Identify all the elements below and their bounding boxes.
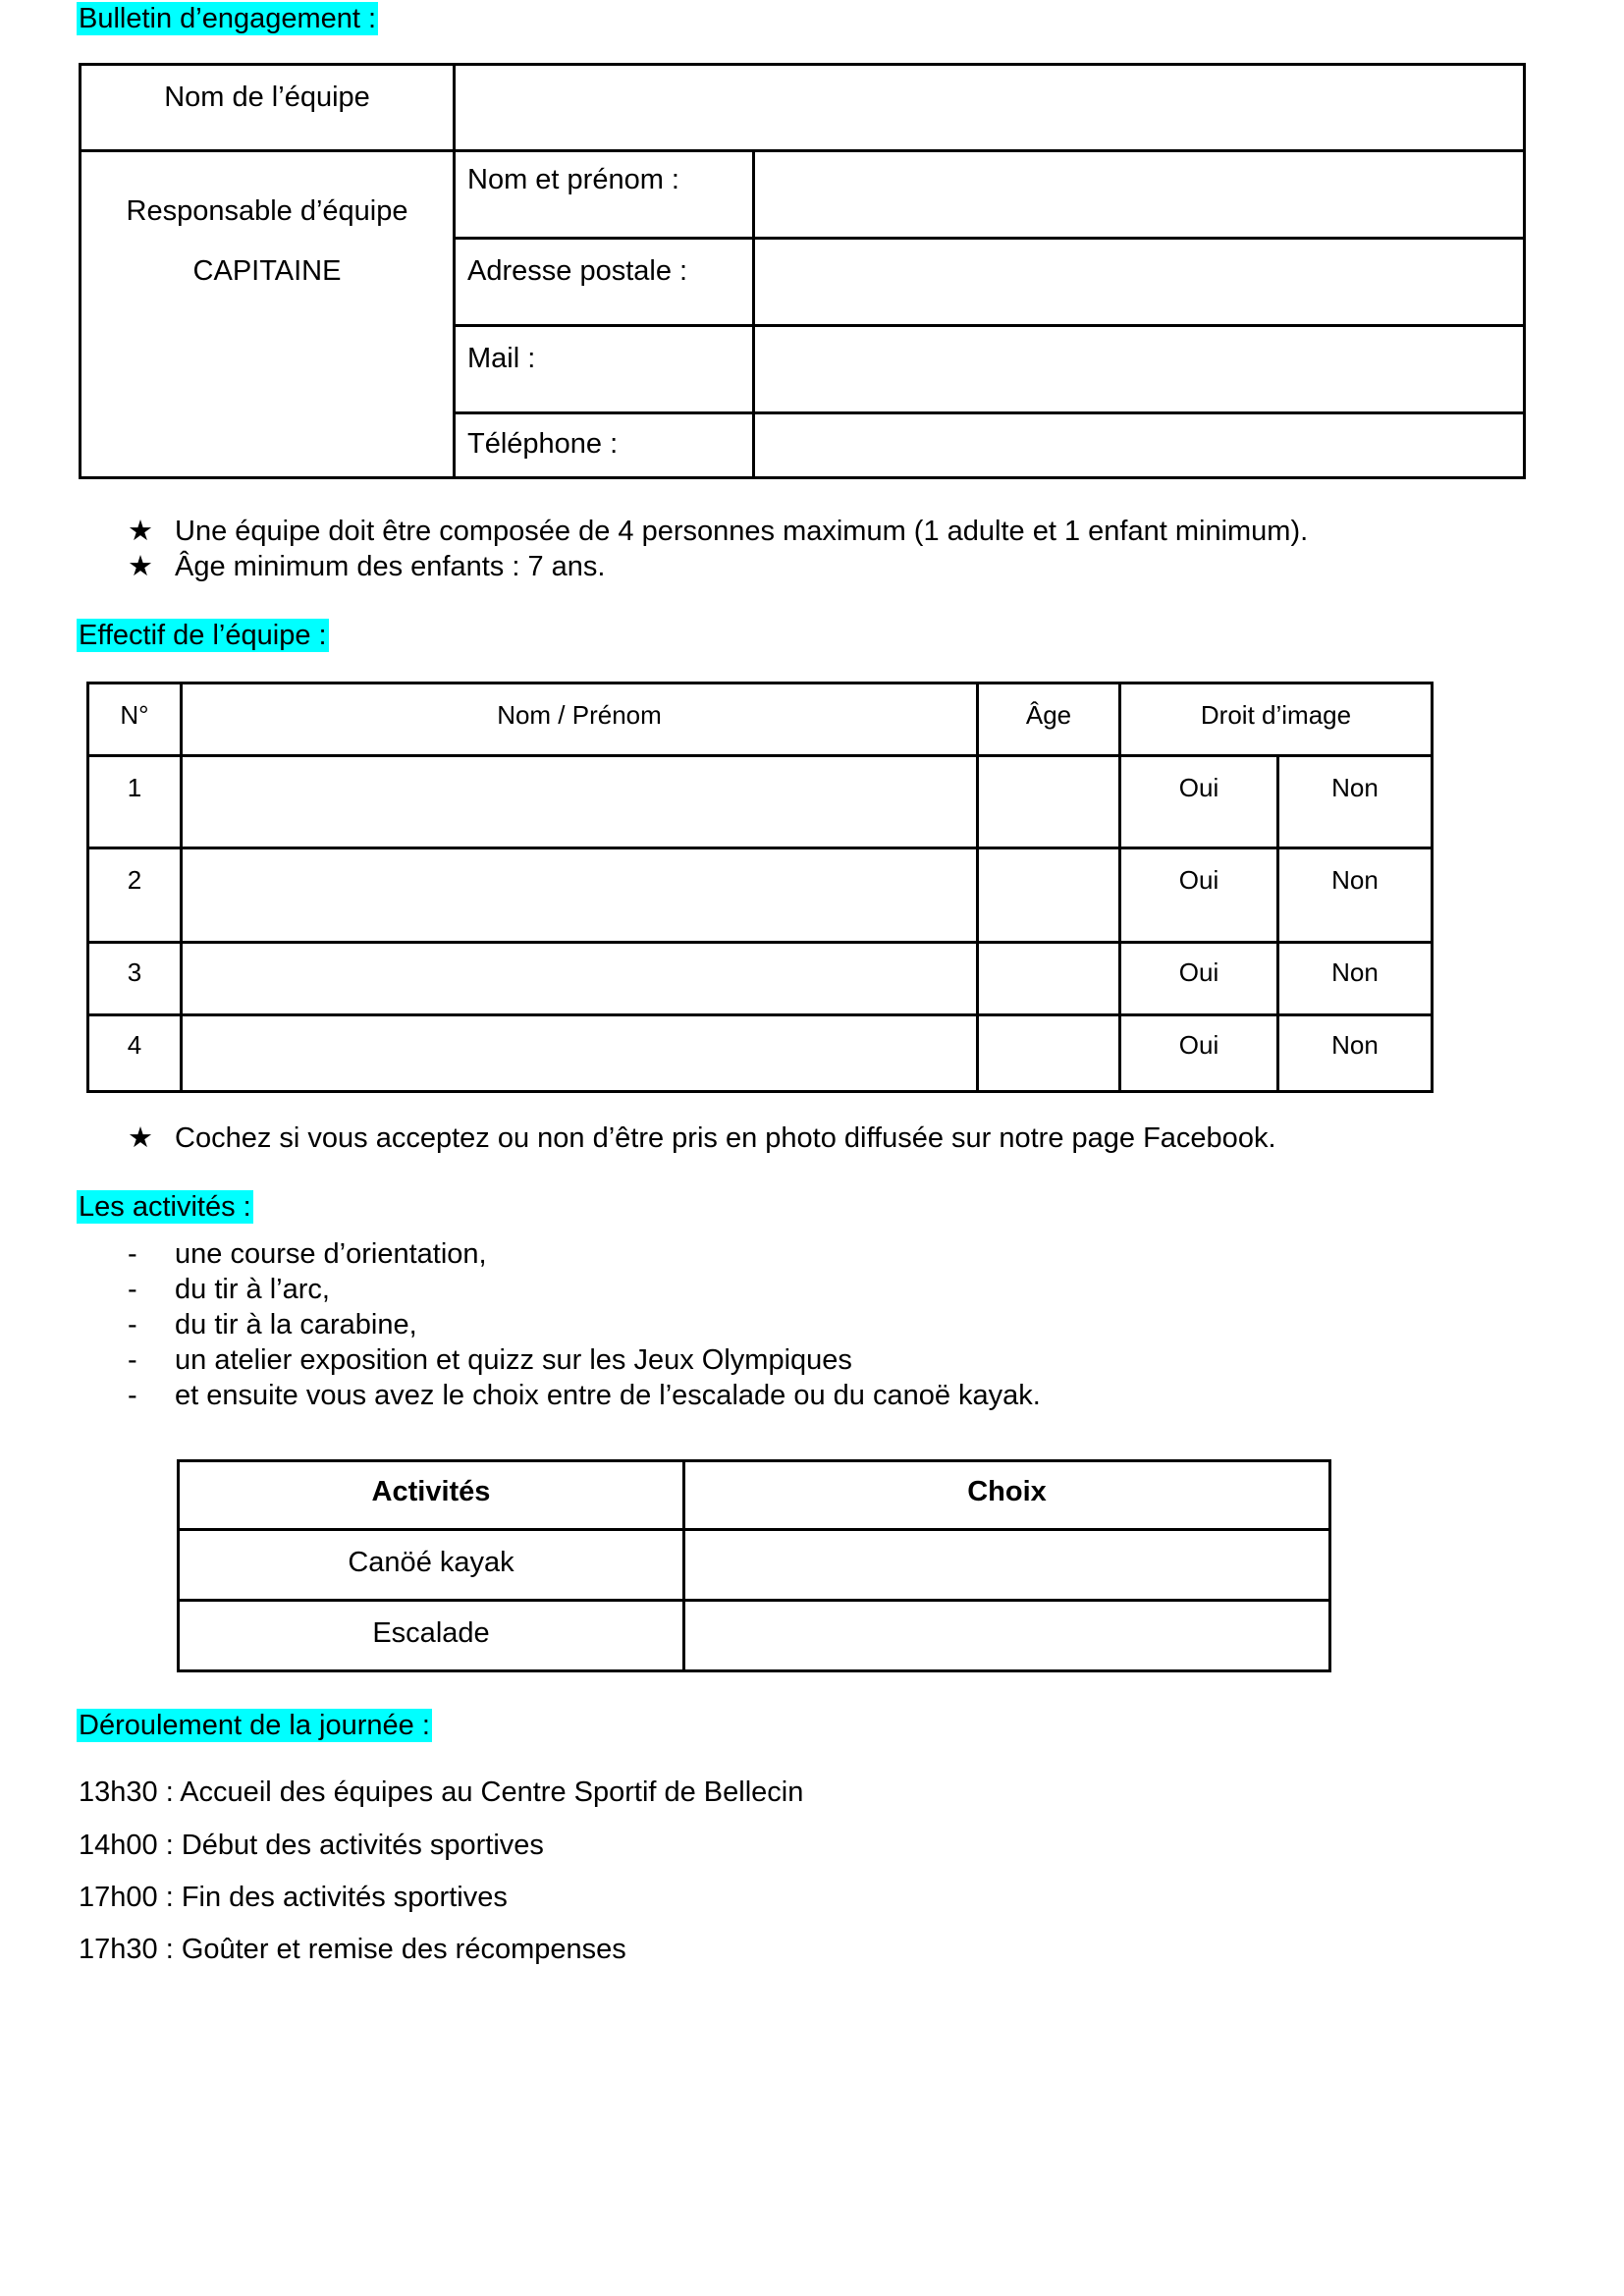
section-title-effectif: Effectif de l’équipe : <box>79 620 327 651</box>
image-yes-option[interactable]: Oui <box>1120 756 1278 848</box>
team-name-label: Nom de l’équipe <box>81 65 455 151</box>
image-no-option[interactable]: Non <box>1278 848 1433 943</box>
activity-option-climbing: Escalade <box>179 1601 684 1671</box>
member-name-field[interactable] <box>182 756 978 848</box>
member-age-field[interactable] <box>978 756 1120 848</box>
header-age: Âge <box>978 683 1120 756</box>
activity-item: - une course d’orientation, <box>128 1238 487 1270</box>
activity-item: - un atelier exposition et quizz sur les Jeux Olympiques <box>128 1344 852 1376</box>
row-number: 3 <box>88 943 182 1015</box>
image-yes-option[interactable]: Oui <box>1120 943 1278 1015</box>
member-name-field[interactable] <box>182 848 978 943</box>
image-yes-option[interactable]: Oui <box>1120 1015 1278 1092</box>
field-input-name[interactable] <box>754 151 1525 239</box>
schedule-item: 17h30 : Goûter et remise des récompenses <box>79 1934 626 1965</box>
schedule-item: 14h00 : Début des activités sportives <box>79 1830 544 1861</box>
field-label-name: Nom et prénom : <box>455 151 754 239</box>
activity-item: - du tir à la carabine, <box>128 1309 417 1340</box>
activity-item: - et ensuite vous avez le choix entre de l’escalade ou du canoë kayak. <box>128 1380 1041 1411</box>
row-number: 1 <box>88 756 182 848</box>
responsible-label: Responsable d’équipe <box>126 195 408 227</box>
responsible-cell <box>81 151 455 478</box>
activity-item: - du tir à l’arc, <box>128 1274 330 1305</box>
field-label-address: Adresse postale : <box>455 239 754 326</box>
member-age-field[interactable] <box>978 943 1120 1015</box>
star-icon: ★ <box>128 551 153 582</box>
header-activities: Activités <box>179 1461 684 1530</box>
team-info-table <box>79 63 1526 479</box>
activity-choice-table <box>177 1459 1331 1672</box>
image-yes-option[interactable]: Oui <box>1120 848 1278 943</box>
section-title-activites: Les activités : <box>79 1191 251 1223</box>
activity-option-canoe: Canöé kayak <box>179 1530 684 1601</box>
member-name-field[interactable] <box>182 943 978 1015</box>
header-choice: Choix <box>684 1461 1330 1530</box>
member-age-field[interactable] <box>978 848 1120 943</box>
header-num: N° <box>88 683 182 756</box>
member-age-field[interactable] <box>978 1015 1120 1092</box>
header-image-rights: Droit d’image <box>1120 683 1433 756</box>
image-no-option[interactable]: Non <box>1278 756 1433 848</box>
star-icon: ★ <box>128 1122 153 1154</box>
choice-field-canoe[interactable] <box>684 1530 1330 1601</box>
section-title-engagement: Bulletin d’engagement : <box>79 3 377 34</box>
header-name: Nom / Prénom <box>182 683 978 756</box>
row-number: 2 <box>88 848 182 943</box>
photo-note: ★ Cochez si vous acceptez ou non d’être pris en photo diffusée sur notre page Facebook. <box>128 1122 1276 1154</box>
image-no-option[interactable]: Non <box>1278 943 1433 1015</box>
rule-item: ★ Âge minimum des enfants : 7 ans. <box>128 551 606 582</box>
captain-label: CAPITAINE <box>192 255 342 287</box>
field-input-phone[interactable] <box>754 413 1525 478</box>
field-label-phone: Téléphone : <box>455 413 754 478</box>
team-name-field[interactable] <box>455 65 1525 151</box>
section-title-deroulement: Déroulement de la journée : <box>79 1710 430 1741</box>
field-input-mail[interactable] <box>754 326 1525 413</box>
members-table <box>86 682 1434 1093</box>
schedule-item: 13h30 : Accueil des équipes au Centre Sportif de Bellecin <box>79 1777 804 1808</box>
row-number: 4 <box>88 1015 182 1092</box>
member-name-field[interactable] <box>182 1015 978 1092</box>
schedule-item: 17h00 : Fin des activités sportives <box>79 1882 508 1913</box>
rule-item: ★ Une équipe doit être composée de 4 personnes maximum (1 adulte et 1 enfant minimum). <box>128 516 1309 547</box>
choice-field-climbing[interactable] <box>684 1601 1330 1671</box>
star-icon: ★ <box>128 516 153 547</box>
field-label-mail: Mail : <box>455 326 754 413</box>
image-no-option[interactable]: Non <box>1278 1015 1433 1092</box>
field-input-address[interactable] <box>754 239 1525 326</box>
